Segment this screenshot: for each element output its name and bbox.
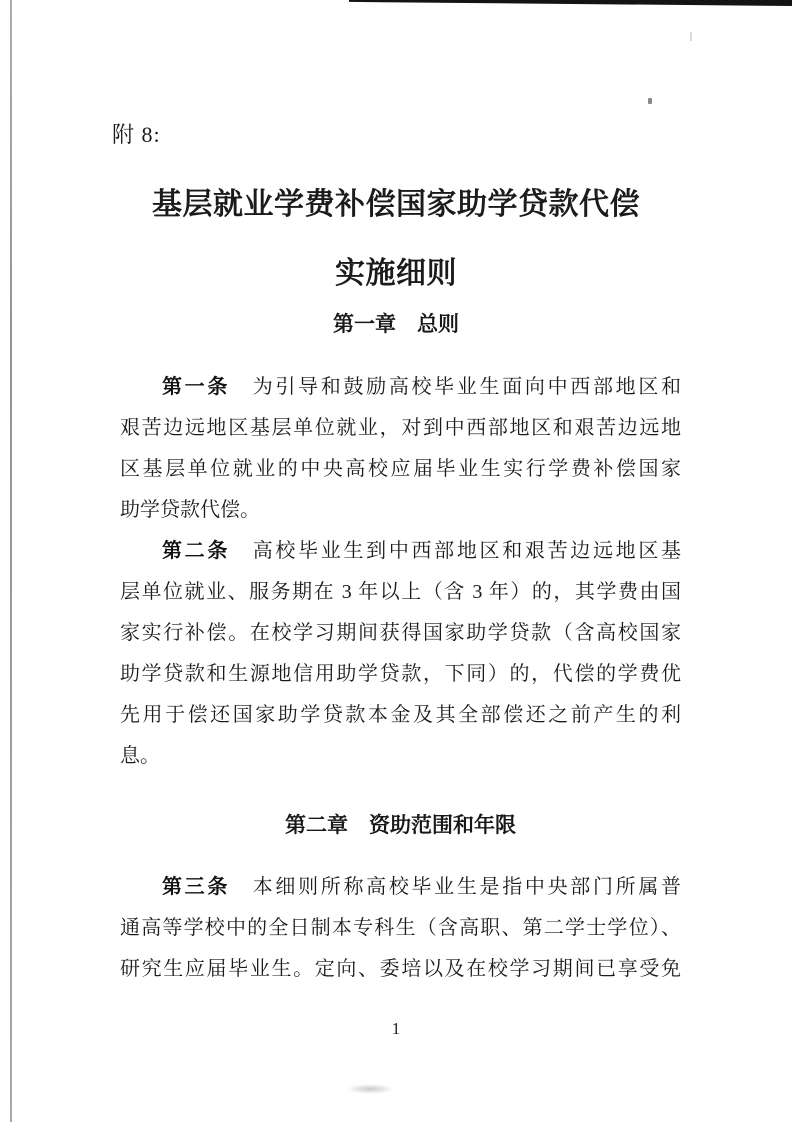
- scan-artifact-left-edge: [10, 0, 12, 1122]
- attachment-label: 附 8:: [112, 122, 161, 147]
- scan-artifact-top-edge: [349, 0, 792, 6]
- chapter-1-heading: 第一章 总则: [333, 313, 459, 336]
- article-2-label: 第二条: [162, 540, 231, 562]
- article-2-line-2: 层单位就业、服务期在 3 年以上（含 3 年）的，其学费由国: [120, 581, 681, 603]
- document-body: [120, 367, 681, 990]
- article-2-line-3: 家实行补偿。在校学习期间获得国家助学贷款（含高校国家: [120, 622, 681, 644]
- article-2-line-5: 先用于偿还国家助学贷款本金及其全部偿还之前产生的利: [120, 704, 681, 726]
- scan-speck: [690, 32, 692, 41]
- article-1-line-4: 助学贷款代偿。: [120, 499, 260, 521]
- article-3-line-2: 通高等学校中的全日制本专科生（含高职、第二学士学位）、: [120, 917, 681, 939]
- article-2-text: 高校毕业生到中西部地区和艰苦边远地区基: [230, 540, 682, 562]
- scan-speck: [648, 98, 652, 104]
- article-3-line-1: [120, 867, 681, 908]
- article-2-line-1: [120, 531, 681, 572]
- page-number: 1: [391, 1019, 401, 1038]
- document-title-line1: 基层就业学费补偿国家助学贷款代偿: [152, 188, 640, 221]
- article-3-line-3: 研究生应届毕业生。定向、委培以及在校学习期间已享受免: [120, 958, 681, 980]
- article-1-line-3: 区基层单位就业的中央高校应届毕业生实行学费补偿国家: [120, 458, 681, 480]
- article-3-text: 本细则所称高校毕业生是指中央部门所属普: [230, 876, 682, 898]
- article-1-line-1: [120, 367, 681, 408]
- article-1-line-2: 艰苦边远地区基层单位就业，对到中西部地区和艰苦边远地: [120, 417, 681, 439]
- article-2-line-6: 息。: [120, 745, 160, 767]
- article-3-label: 第三条: [162, 876, 231, 898]
- scan-smudge: [346, 1084, 394, 1094]
- chapter-2-heading: 第二章 资助范围和年限: [285, 814, 516, 837]
- document-title-line2: 实施细则: [335, 257, 457, 290]
- article-2-line-4: 助学贷款和生源地信用助学贷款，下同）的，代偿的学费优: [120, 663, 681, 685]
- article-1-label: 第一条: [162, 376, 231, 398]
- article-1-text: 为引导和鼓励高校毕业生面向中西部地区和: [230, 376, 682, 398]
